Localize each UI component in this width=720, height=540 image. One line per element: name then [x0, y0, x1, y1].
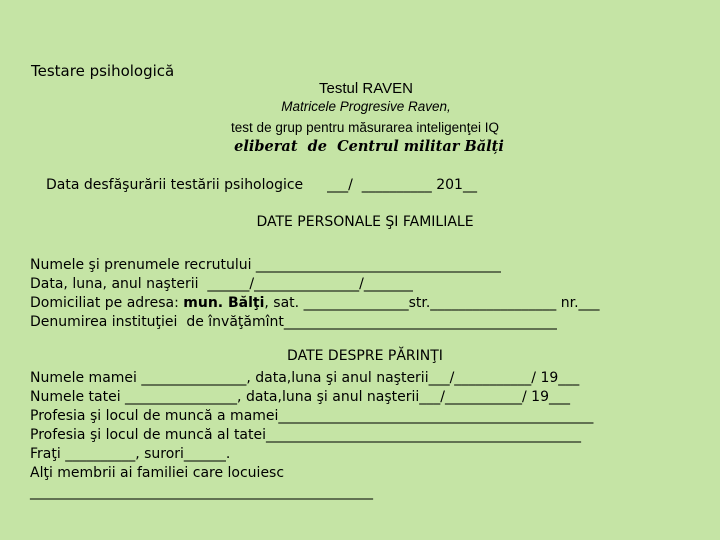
- birth-date-line: [30, 274, 413, 294]
- father-name-line: [30, 387, 570, 407]
- mother-job-text: Profesia şi locul de muncă a mamei_____________________________________________: [30, 408, 594, 424]
- school-line: [30, 312, 557, 332]
- recruit-name-text: Numele şi prenumele recrutului ___________________________________: [30, 257, 501, 273]
- page-heading: Testare psihologică: [31, 62, 175, 80]
- address-text: Domiciliat pe adresa: mun. Bălţi, sat. _______________str.__________________ nr.___: [30, 295, 600, 311]
- exam-date-field: ___/ __________ 201__: [327, 177, 477, 193]
- other-members-blank: _________________________________________________: [30, 484, 373, 500]
- other-members-blank-line: [30, 482, 373, 502]
- parents-section-title: DATE DESPRE PĂRINŢI: [287, 348, 443, 364]
- birth-date-text: Data, luna, anul naşterii ______/_______________/_______: [30, 276, 413, 292]
- mother-job-line: [30, 406, 593, 426]
- test-subtitle-2: test de grup pentru măsurarea inteligenţei IQ: [231, 120, 499, 135]
- siblings-text: Fraţi __________, surori______.: [30, 446, 231, 462]
- father-name-text: Numele tatei ________________, data,luna şi anul naşterii___/___________/ 19___: [30, 389, 570, 405]
- mother-name-line: [30, 368, 579, 388]
- exam-date-label: Data desfăşurării testării psihologice: [46, 177, 304, 193]
- test-name: Testul RAVEN: [319, 80, 413, 97]
- test-subtitle-1: Matricele Progresive Raven,: [281, 99, 451, 114]
- exam-date-row: [46, 177, 477, 193]
- siblings-line: [30, 444, 230, 464]
- address-line: [30, 293, 600, 313]
- recruit-name-line: [30, 255, 501, 275]
- mother-name-text: Numele mamei _______________, data,luna şi anul naşterii___/___________/ 19___: [30, 370, 580, 386]
- father-job-text: Profesia şi locul de muncă al tatei_____________________________________________: [30, 427, 582, 443]
- personal-section-title: DATE PERSONALE ŞI FAMILIALE: [256, 214, 474, 230]
- other-members-text: Alţi membrii ai familiei care locuiesc: [30, 465, 285, 481]
- other-members-line: [30, 463, 284, 483]
- father-job-line: [30, 425, 581, 445]
- school-text: Denumirea instituţiei de învăţămînt_______________________________________: [30, 314, 557, 330]
- address-city: mun. Bălţi: [183, 295, 265, 311]
- issued-by: eliberat de Centrul militar Bălți: [234, 138, 504, 155]
